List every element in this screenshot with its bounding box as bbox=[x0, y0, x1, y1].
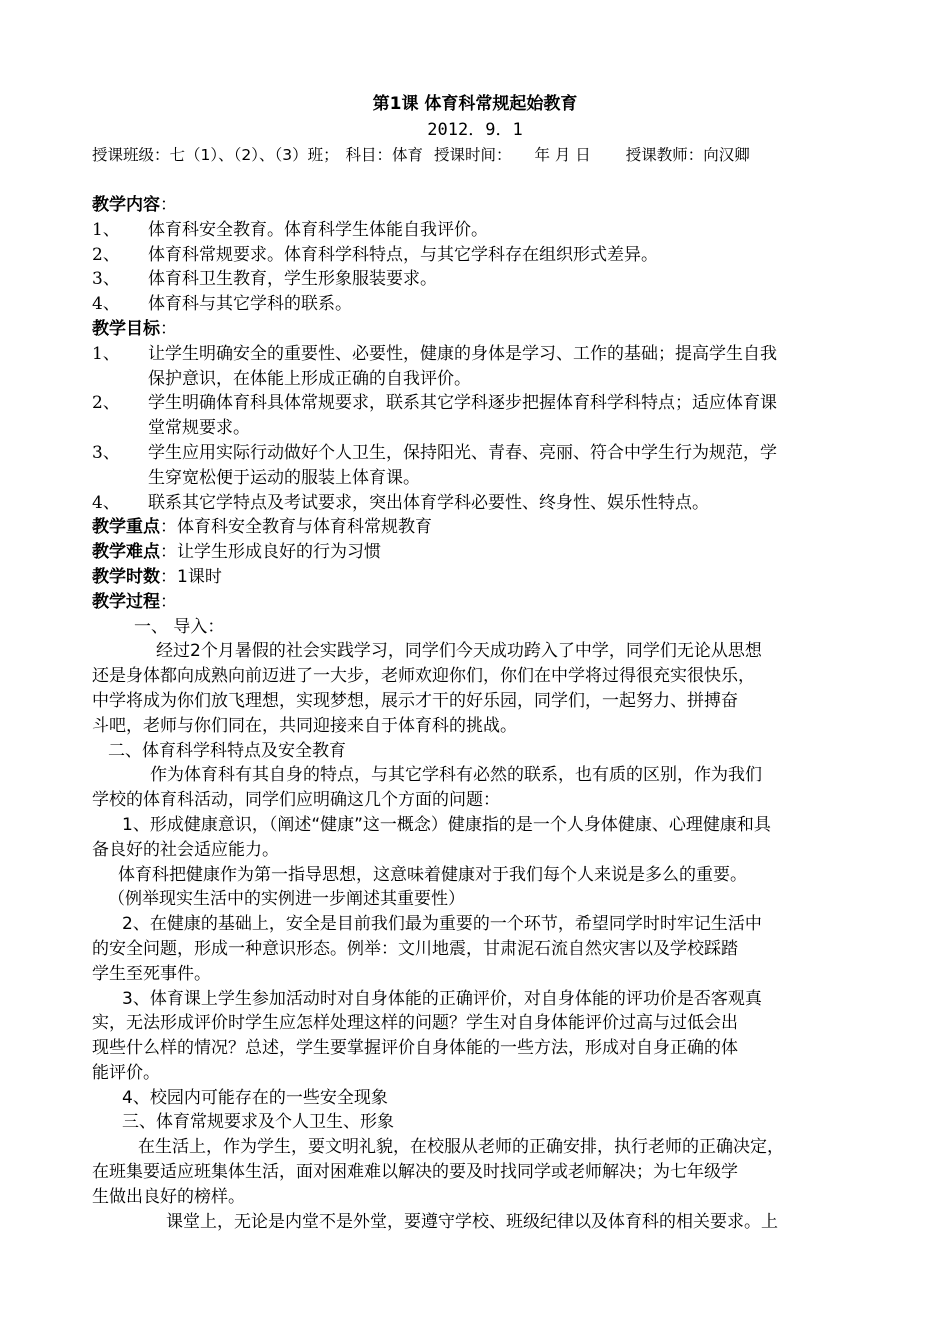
time-label: 授课时间： bbox=[433, 146, 512, 164]
lesson-info-line bbox=[92, 145, 872, 165]
class-label: 授课班级：七（1）、（2）、（3）班； bbox=[92, 146, 339, 164]
content-item-text: 体育科卫生教育，学生形象服装要求。 bbox=[148, 269, 437, 290]
goal-item-num: 3、 bbox=[92, 442, 120, 463]
content-item-text: 体育科安全教育。体育科学生体能自我评价。 bbox=[148, 219, 488, 240]
section-1-line: 经过2个月暑假的社会实践学习，同学们今天成功跨入了中学，同学们无论从思想 bbox=[156, 641, 762, 662]
point-2-line: 2、在健康的基础上，安全是目前我们最为重要的一个环节，希望同学时时牢记生活中 bbox=[122, 914, 762, 935]
key-point-heading: 教学重点 bbox=[92, 517, 160, 538]
process-heading: 教学过程 bbox=[92, 591, 160, 612]
goal-item bbox=[92, 441, 862, 491]
content-item-num: 2、 bbox=[92, 244, 120, 265]
goals-colon: ： bbox=[160, 318, 177, 339]
document-body bbox=[92, 193, 862, 1234]
goal-item-num: 2、 bbox=[92, 393, 120, 414]
section-1-line: 斗吧，老师与你们同在，共同迎接来自于体育科的挑战。 bbox=[92, 715, 517, 736]
content-item-text: 体育科常规要求。体育科学科特点，与其它学科存在组织形式差异。 bbox=[148, 244, 658, 265]
goal-item-line: 堂常规要求。 bbox=[148, 418, 250, 439]
content-item bbox=[92, 292, 862, 317]
point-1-line: 1、形成健康意识，（阐述“健康”这一概念）健康指的是一个人身体健康、心理健康和具 bbox=[122, 814, 771, 835]
key-point-line bbox=[92, 515, 862, 540]
point-1b-line: 体育科把健康作为第一指导思想，这意味着健康对于我们每个人来说是多么的重要。 bbox=[118, 864, 747, 885]
goal-item-num: 4、 bbox=[92, 492, 120, 513]
content-item bbox=[92, 267, 862, 292]
hours-text: ：1课时 bbox=[160, 566, 222, 587]
point-3-line: 现些什么样的情况？总述，学生要掌握评价自身体能的一些方法，形成对自身正确的体 bbox=[92, 1038, 738, 1059]
goal-item bbox=[92, 391, 862, 441]
goal-item-line: 学生明确体育科具体常规要求，联系其它学科逐步把握体育科学科特点；适应体育课 bbox=[148, 393, 777, 414]
section-3-title: 三、体育常规要求及个人卫生、形象 bbox=[122, 1112, 394, 1133]
hours-heading: 教学时数 bbox=[92, 566, 160, 587]
content-item bbox=[92, 243, 862, 268]
section-3-line: 在班集要适应班集体生活，面对困难难以解决的要及时找同学或老师解决；为七年级学 bbox=[92, 1162, 738, 1183]
point-3-line: 能评价。 bbox=[92, 1062, 160, 1083]
point-1-line: 备良好的社会适应能力。 bbox=[92, 839, 279, 860]
goal-item-line: 让学生明确安全的重要性、必要性，健康的身体是学习、工作的基础；提高学生自我 bbox=[148, 343, 777, 364]
section-3-line: 生做出良好的榜样。 bbox=[92, 1186, 245, 1207]
process-heading-line bbox=[92, 590, 862, 615]
content-heading: 教学内容 bbox=[92, 195, 160, 215]
section-3-line: 在生活上，作为学生，要文明礼貌，在校服从老师的正确安排，执行老师的正确决定， bbox=[138, 1137, 784, 1158]
process-colon: ： bbox=[160, 591, 177, 612]
difficulty-text: ：让学生形成良好的行为习惯 bbox=[160, 542, 381, 563]
goal-item-line: 联系其它学特点及考试要求，突出体育学科必要性、终身性、娱乐性特点。 bbox=[148, 492, 709, 513]
point-2-line: 学生至死事件。 bbox=[92, 963, 211, 984]
content-heading-line bbox=[92, 193, 862, 218]
key-point-text: ：体育科安全教育与体育科常规教育 bbox=[160, 517, 432, 538]
section-1-line: 还是身体都向成熟向前迈进了一大步，老师欢迎你们，你们在中学将过得很充实很快乐， bbox=[92, 666, 755, 687]
content-item-num: 4、 bbox=[92, 294, 120, 315]
point-2-line: 的安全问题，形成一种意识形态。例举：文川地震，甘肃泥石流自然灾害以及学校踩踏 bbox=[92, 938, 738, 959]
goals-heading: 教学目标 bbox=[92, 318, 160, 339]
goals-heading-line bbox=[92, 317, 862, 342]
section-2-title: 二、体育科学科特点及安全教育 bbox=[108, 740, 346, 761]
point-3-line: 3、体育课上学生参加活动时对自身体能的正确评价，对自身体能的评功价是否客观真 bbox=[122, 988, 762, 1009]
section-1-title: 一、 导入： bbox=[134, 616, 225, 637]
section-2-intro: 学校的体育科活动，同学们应明确这几个方面的问题： bbox=[92, 790, 500, 811]
goal-item-line: 保护意识，在体能上形成正确的自我评价。 bbox=[148, 368, 471, 389]
section-1-line: 中学将成为你们放飞理想，实现梦想，展示才干的好乐园，同学们，一起努力、拼搏奋 bbox=[92, 690, 738, 711]
section-2-intro: 作为体育科有其自身的特点，与其它学科有必然的联系，也有质的区别，作为我们 bbox=[150, 765, 762, 786]
section-3-last-line: 课堂上，无论是内堂不是外堂，要遵守学校、班级纪律以及体育科的相关要求。上 bbox=[166, 1211, 778, 1232]
point-1b-line: （例举现实生活中的实例进一步阐述其重要性） bbox=[108, 889, 465, 910]
content-item-num: 3、 bbox=[92, 269, 120, 290]
point-4-line: 4、校园内可能存在的一些安全现象 bbox=[122, 1087, 388, 1108]
difficulty-heading: 教学难点 bbox=[92, 542, 160, 563]
content-item bbox=[92, 218, 862, 243]
goal-item-line: 生穿宽松便于运动的服装上体育课。 bbox=[148, 467, 420, 488]
lesson-date: 2012．9．1 bbox=[427, 120, 523, 140]
difficulty-line bbox=[92, 540, 862, 565]
content-item-num: 1、 bbox=[92, 219, 120, 240]
time-value: 年 月 日 bbox=[534, 146, 591, 164]
goal-item-line: 学生应用实际行动做好个人卫生，保持阳光、青春、亮丽、符合中学生行为规范，学 bbox=[148, 442, 777, 463]
goal-item bbox=[92, 342, 862, 392]
point-3-line: 实，无法形成评价时学生应怎样处理这样的问题？学生对自身体能评价过高与过低会出 bbox=[92, 1013, 738, 1034]
teacher-label: 授课教师：向汉卿 bbox=[625, 146, 750, 164]
content-colon: ： bbox=[160, 195, 177, 215]
goal-item-num: 1、 bbox=[92, 343, 120, 364]
lesson-title: 第1课 体育科常规起始教育 bbox=[372, 94, 578, 114]
subject-label: 科目：体育 bbox=[345, 146, 424, 164]
content-item-text: 体育科与其它学科的联系。 bbox=[148, 294, 352, 315]
goal-item bbox=[92, 491, 862, 516]
hours-line bbox=[92, 565, 862, 590]
